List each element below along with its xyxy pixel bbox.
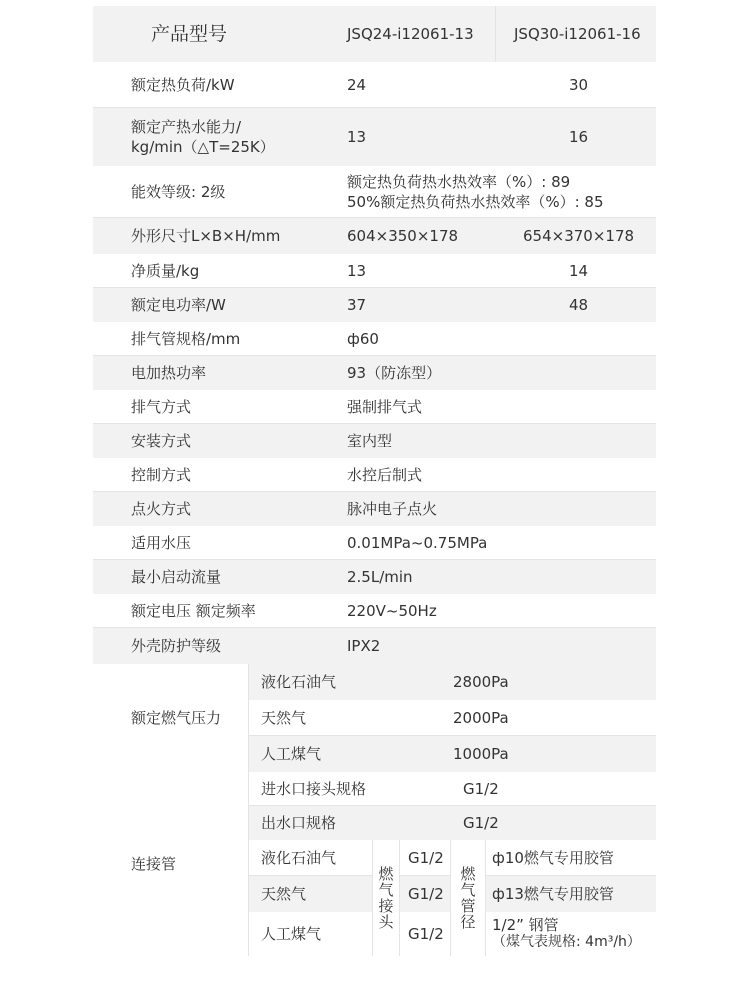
gas-pipe-value: ф13燃气专用胶管 xyxy=(492,885,614,903)
efficiency-values xyxy=(347,166,604,217)
gas-row xyxy=(249,840,372,876)
row-value: 93（防冻型） xyxy=(347,364,442,382)
row-value-b: 14 xyxy=(569,261,589,280)
row-label-line2: kg/min（△T=25K） xyxy=(131,138,275,156)
gas-pipe-value: ф10燃气专用胶管 xyxy=(492,848,614,867)
row-value: IPX2 xyxy=(347,637,381,655)
row-value: 室内型 xyxy=(347,432,393,450)
gas-pressure-row xyxy=(249,736,656,772)
gas-joint-value: G1/2 xyxy=(408,885,444,903)
inlet-label: 进水口接头规格 xyxy=(261,779,367,798)
efficiency-line2: 50%额定热负荷热水热效率（%）: 85 xyxy=(347,192,604,211)
gas-row xyxy=(249,912,372,956)
table-row xyxy=(93,254,656,288)
gas-pipe-line1: 1/2” 钢管 xyxy=(492,916,559,934)
gas-name: 液化石油气 xyxy=(261,848,337,867)
row-label xyxy=(131,108,275,166)
row-value-b: 654×370×178 xyxy=(523,227,635,245)
row-value-a: 24 xyxy=(347,75,367,94)
table-row xyxy=(93,218,656,254)
outlet-row xyxy=(249,806,656,840)
row-value-a: 13 xyxy=(347,261,367,280)
row-label: 最小启动流量 xyxy=(131,568,222,586)
gas-pipe-line2: （煤气表规格: 4m³/h） xyxy=(492,934,641,950)
row-value: ф60 xyxy=(347,329,379,348)
row-value: 脉冲电子点火 xyxy=(347,500,438,518)
gas-name: 人工煤气 xyxy=(261,745,322,763)
row-value-a: 604×350×178 xyxy=(347,227,459,245)
row-label: 适用水压 xyxy=(131,533,192,552)
gas-pipe-cell xyxy=(486,912,656,956)
gas-pipe-label: 燃气管径 xyxy=(460,865,476,931)
gas-pipe-cell xyxy=(486,876,656,912)
gas-joint-cell xyxy=(400,876,450,912)
gas-pressure-row xyxy=(249,700,656,736)
inlet-row xyxy=(249,772,656,806)
outlet-value: G1/2 xyxy=(463,814,499,832)
gas-joint-value: G1/2 xyxy=(408,848,444,867)
row-label: 额定电压 额定频率 xyxy=(131,601,256,620)
table-row xyxy=(93,62,656,108)
row-label: 点火方式 xyxy=(131,500,192,518)
gas-pipe-value xyxy=(492,912,641,956)
connection-label-cell xyxy=(93,772,249,956)
gas-joint-header-cell xyxy=(372,840,400,956)
row-label: 额定热负荷/kW xyxy=(131,75,235,94)
row-label: 能效等级: 2级 xyxy=(131,182,226,201)
table-row xyxy=(93,424,656,458)
row-label: 排气方式 xyxy=(131,397,192,416)
table-row xyxy=(93,526,656,560)
gas-pressure-block xyxy=(93,664,656,772)
table-row xyxy=(93,356,656,390)
connection-label: 连接管 xyxy=(131,855,177,873)
gas-pressure-row xyxy=(249,664,656,700)
gas-pressure-value: 2800Pa xyxy=(453,673,509,691)
gas-pressure-value: 2000Pa xyxy=(453,708,509,727)
row-value-a: 13 xyxy=(347,128,367,146)
row-label: 额定电功率/W xyxy=(131,296,226,314)
table-row xyxy=(93,288,656,322)
gas-pressure-label-cell xyxy=(93,664,249,772)
table-row xyxy=(93,560,656,594)
gas-name: 天然气 xyxy=(261,885,307,903)
row-label: 净质量/kg xyxy=(131,261,200,280)
connection-block xyxy=(93,772,656,956)
row-label: 排气管规格/mm xyxy=(131,329,241,348)
row-value: 2.5L/min xyxy=(347,568,413,586)
divider xyxy=(495,6,496,62)
row-value-b: 30 xyxy=(569,75,589,94)
row-label: 安装方式 xyxy=(131,432,192,450)
gas-name: 天然气 xyxy=(261,708,307,727)
gas-joint-cell xyxy=(400,840,450,876)
row-label: 外壳防护等级 xyxy=(131,637,222,655)
table-row xyxy=(93,390,656,424)
table-row xyxy=(93,322,656,356)
gas-pressure-value: 1000Pa xyxy=(453,745,509,763)
row-value-b: 48 xyxy=(569,296,589,314)
table-row xyxy=(93,108,656,166)
table-row xyxy=(93,166,656,218)
inlet-value: G1/2 xyxy=(463,779,499,798)
header-label: 产品型号 xyxy=(151,23,228,45)
table-row xyxy=(93,458,656,492)
gas-name: 人工煤气 xyxy=(261,925,322,943)
table-row xyxy=(93,628,656,664)
outlet-label: 出水口规格 xyxy=(261,814,337,832)
row-value-b: 16 xyxy=(569,128,589,146)
table-row xyxy=(93,594,656,628)
row-value: 220V~50Hz xyxy=(347,601,437,620)
table-header xyxy=(93,6,656,62)
table-row xyxy=(93,492,656,526)
row-value: 0.01MPa~0.75MPa xyxy=(347,533,488,552)
gas-pipe-header-cell xyxy=(450,840,486,956)
row-label: 外形尺寸L×B×H/mm xyxy=(131,227,281,245)
row-value: 强制排气式 xyxy=(347,397,423,416)
row-label-line1: 额定产热水能力/ xyxy=(131,118,242,136)
row-value: 水控后制式 xyxy=(347,465,423,484)
row-label: 电加热功率 xyxy=(131,364,207,382)
gas-joint-label: 燃气接头 xyxy=(378,865,394,931)
header-model-b: JSQ30-i12061-16 xyxy=(514,25,641,43)
gas-joint-value: G1/2 xyxy=(408,925,444,943)
gas-joint-cell xyxy=(400,912,450,956)
row-label: 控制方式 xyxy=(131,465,192,484)
efficiency-line1: 额定热负荷热水热效率（%）: 89 xyxy=(347,172,571,191)
gas-name: 液化石油气 xyxy=(261,673,337,691)
gas-pipe-cell xyxy=(486,840,656,876)
gas-pressure-label: 额定燃气压力 xyxy=(131,709,222,727)
row-value-a: 37 xyxy=(347,296,367,314)
header-model-a: JSQ24-i12061-13 xyxy=(347,25,474,43)
gas-row xyxy=(249,876,372,912)
